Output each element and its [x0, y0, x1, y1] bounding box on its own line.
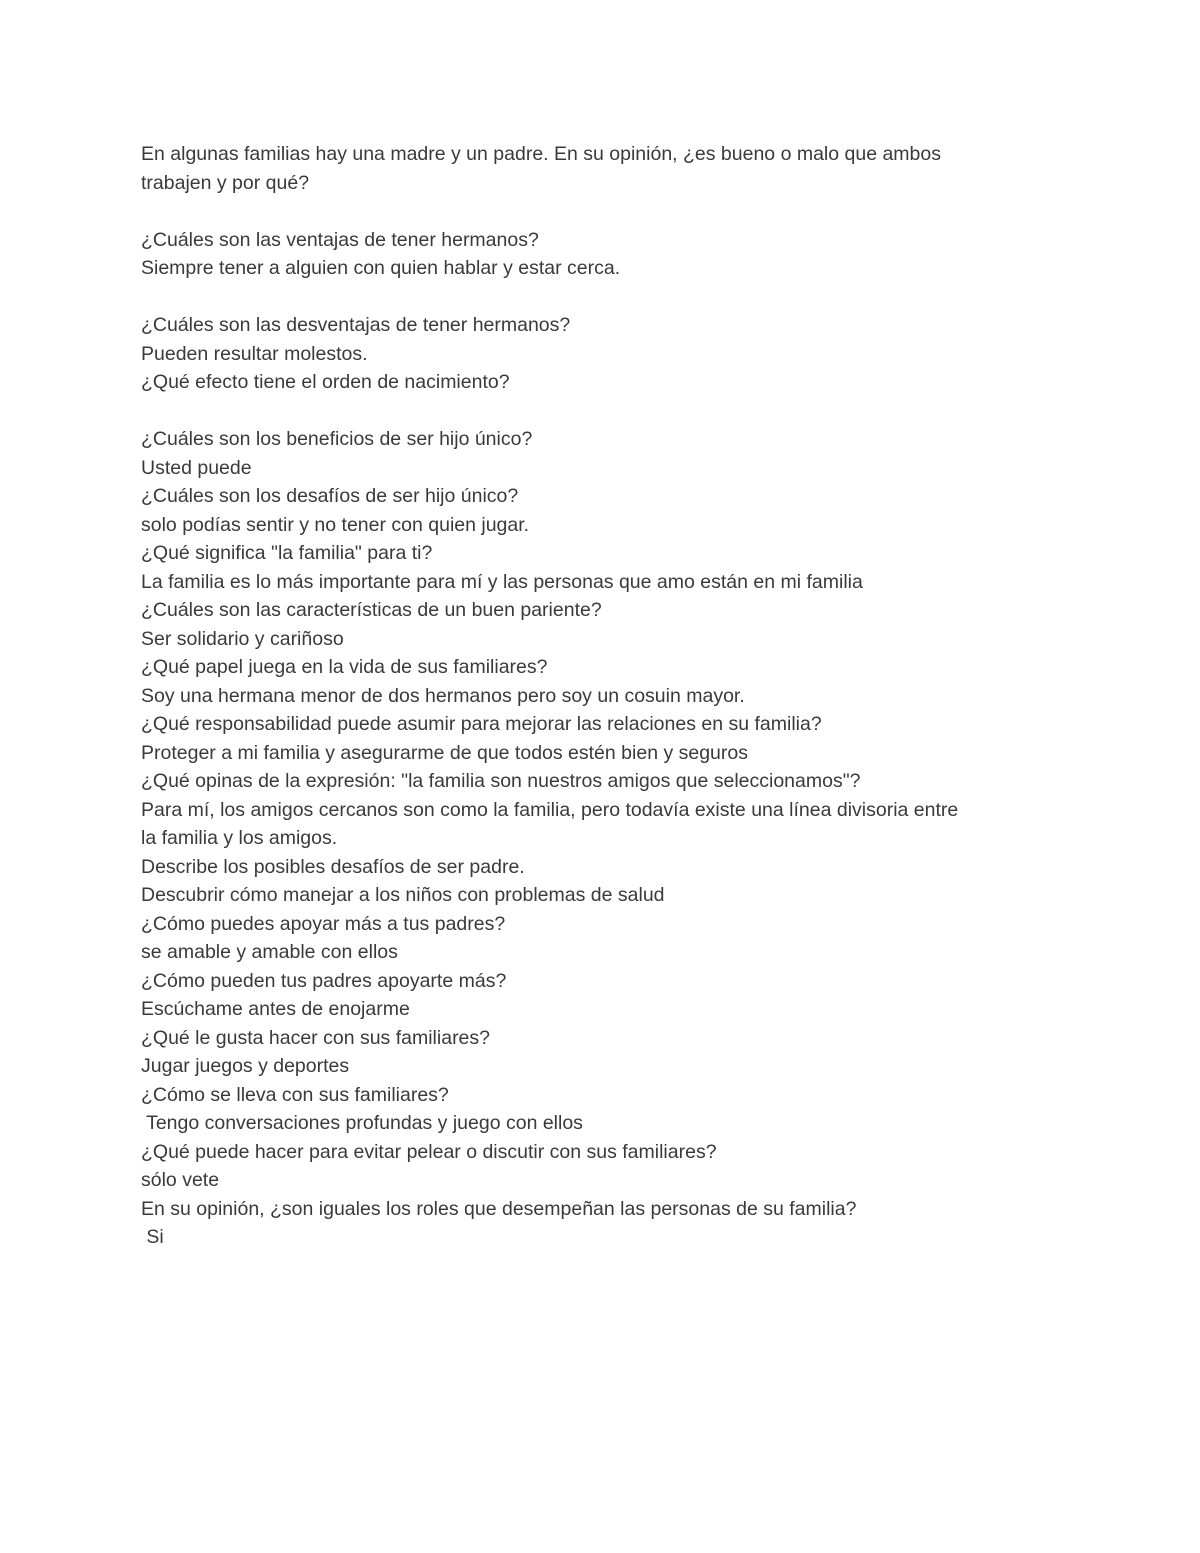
- document-line: Proteger a mi familia y asegurarme de que todos estén bien y seguros: [141, 741, 748, 764]
- document-line: Jugar juegos y deportes: [141, 1055, 350, 1077]
- document-body: [141, 140, 1061, 1252]
- document-line: trabajen y por qué?: [141, 171, 310, 194]
- document-line: ¿Cuáles son los desafíos de ser hijo único?: [141, 485, 519, 507]
- paragraph-gap: [141, 397, 1061, 426]
- document-line: ¿Cuáles son las ventajas de tener hermanos?: [141, 228, 539, 251]
- document-line: sólo vete: [141, 1169, 220, 1191]
- document-line: Ser solidario y cariñoso: [141, 627, 344, 650]
- document-line: ¿Cuáles son las desventajas de tener hermanos?: [141, 314, 571, 336]
- document-line: ¿Qué opinas de la expresión: "la familia son nuestros amigos que seleccionamos"?: [141, 770, 861, 792]
- paragraph-gap: [141, 283, 1061, 312]
- document-line: Tengo conversaciones profundas y juego con ellos: [141, 1112, 583, 1134]
- document-line: Siempre tener a alguien con quien hablar y estar cerca.: [141, 257, 621, 279]
- document-line: ¿Qué significa "la familia" para ti?: [141, 542, 433, 564]
- document-line: solo podías sentir y no tener con quien jugar.: [141, 513, 530, 536]
- paragraph-gap: [141, 197, 1061, 226]
- document-line: La familia es lo más importante para mí y las personas que amo están en mi familia: [141, 570, 863, 593]
- document-line: Escúchame antes de enojarme: [141, 998, 410, 1020]
- document-line: ¿Cuáles son las características de un buen pariente?: [141, 599, 602, 621]
- document-line: Para mí, los amigos cercanos son como la familia, pero todavía existe una línea divisoria entre: [141, 798, 959, 821]
- document-line: se amable y amable con ellos: [141, 941, 398, 963]
- document-line: la familia y los amigos.: [141, 827, 338, 849]
- document-line: ¿Cómo puedes apoyar más a tus padres?: [141, 912, 506, 935]
- document-line: Usted puede: [141, 456, 252, 479]
- document-line: ¿Qué puede hacer para evitar pelear o discutir con sus familiares?: [141, 1140, 717, 1163]
- document-line: En algunas familias hay una madre y un padre. En su opinión, ¿es bueno o malo que ambos: [141, 143, 941, 165]
- document-line: Describe los posibles desafíos de ser padre.: [141, 855, 525, 878]
- document-line: ¿Cómo pueden tus padres apoyarte más?: [141, 969, 507, 992]
- document-line: ¿Cómo se lleva con sus familiares?: [141, 1083, 449, 1106]
- document-line: ¿Qué papel juega en la vida de sus familiares?: [141, 656, 548, 678]
- document-line: ¿Qué responsabilidad puede asumir para mejorar las relaciones en su familia?: [141, 713, 822, 735]
- document-line: En su opinión, ¿son iguales los roles que desempeñan las personas de su familia?: [141, 1197, 857, 1220]
- document-line: ¿Cuáles son los beneficios de ser hijo único?: [141, 428, 533, 450]
- document-line: ¿Qué le gusta hacer con sus familiares?: [141, 1026, 491, 1049]
- document-line: Pueden resultar molestos.: [141, 342, 368, 365]
- document-line: Descubrir cómo manejar a los niños con problemas de salud: [141, 884, 665, 906]
- document-line: Si: [141, 1226, 164, 1248]
- document-line: Soy una hermana menor de dos hermanos pero soy un cosuin mayor.: [141, 684, 745, 707]
- document-line: ¿Qué efecto tiene el orden de nacimiento?: [141, 371, 510, 393]
